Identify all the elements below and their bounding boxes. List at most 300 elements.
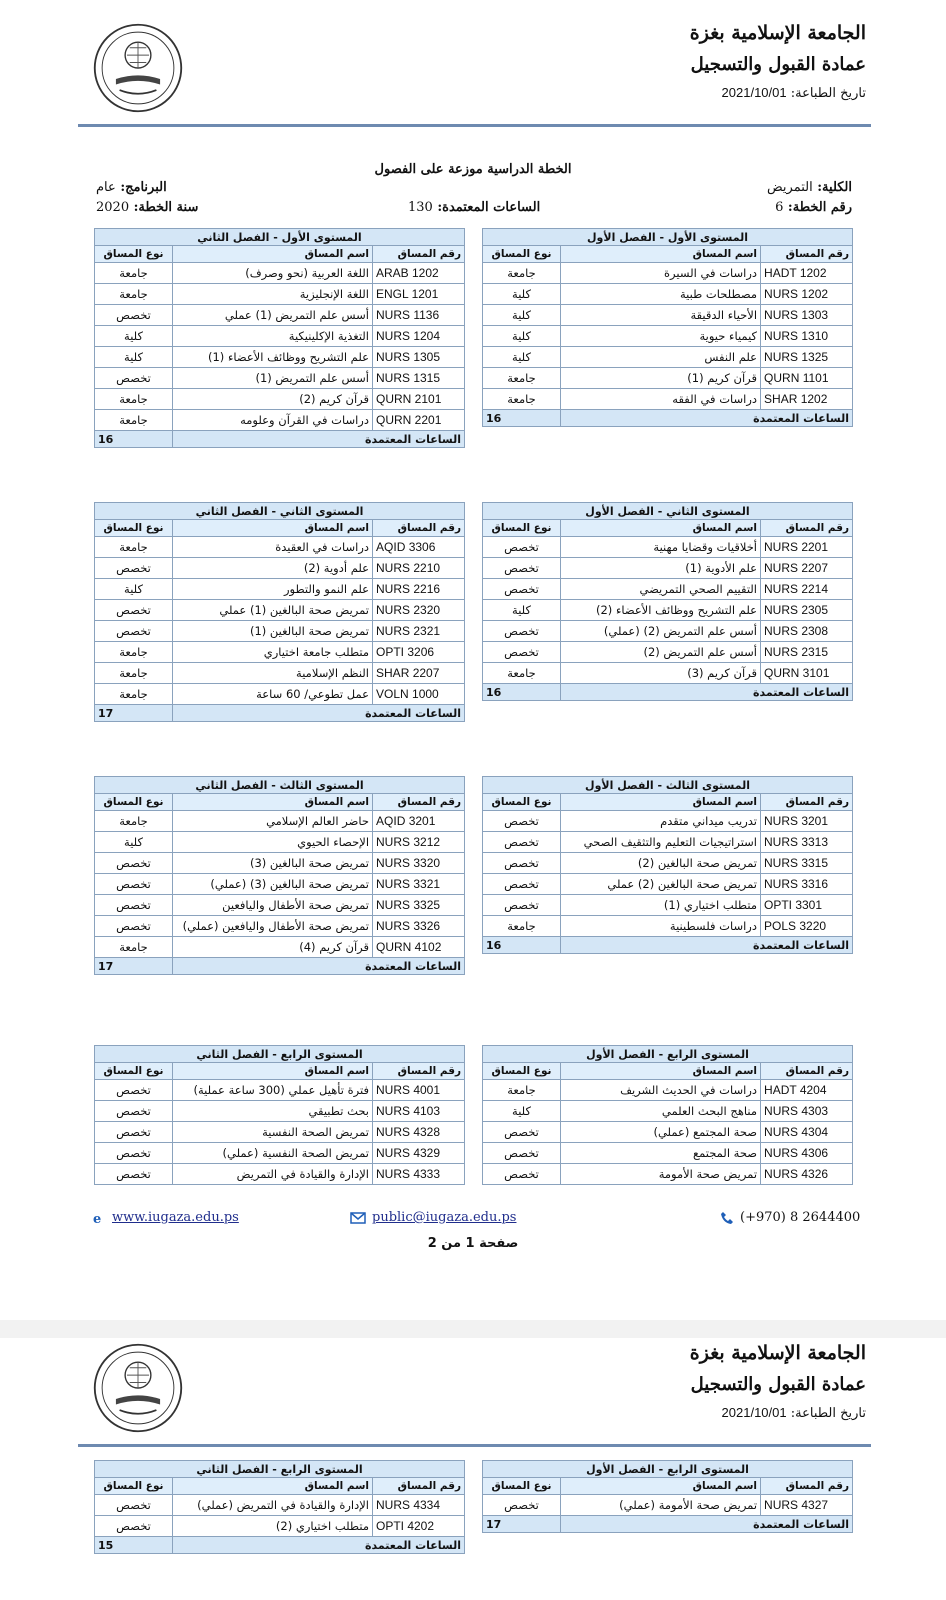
course-code: NURS 1305	[373, 347, 465, 368]
course-name: دراسات في السيرة	[561, 263, 761, 284]
plan-title: الخطة الدراسية موزعة على الفصول	[374, 162, 572, 177]
course-code: NURS 3212	[373, 832, 465, 853]
table-row	[483, 1495, 853, 1516]
course-name: اللغة الإنجليزية	[173, 284, 373, 305]
course-type: كلية	[483, 1101, 561, 1122]
course-code: ENGL 1201	[373, 284, 465, 305]
email[interactable]: public@iugaza.edu.ps	[344, 1210, 516, 1225]
course-code: QURN 2101	[373, 389, 465, 410]
university-logo-icon	[92, 22, 184, 114]
course-code: NURS 1202	[761, 284, 853, 305]
course-name: متطلب جامعة اختياري	[173, 642, 373, 663]
course-type: تخصص	[483, 558, 561, 579]
table-row	[483, 579, 853, 600]
course-type: تخصص	[483, 1143, 561, 1164]
course-name: أسس علم التمريض (2)	[561, 642, 761, 663]
semester-table	[94, 228, 465, 448]
column-header-code: رقم المساق	[373, 794, 465, 811]
course-type: تخصص	[483, 1122, 561, 1143]
course-name: الأحياء الدقيقة	[561, 305, 761, 326]
table-row	[95, 937, 465, 958]
course-type: جامعة	[95, 537, 173, 558]
column-header-code: رقم المساق	[761, 1478, 853, 1495]
table-row	[95, 642, 465, 663]
course-name: دراسات فلسطينية	[561, 916, 761, 937]
course-type: تخصص	[95, 305, 173, 326]
course-code: NURS 1310	[761, 326, 853, 347]
semester-table	[94, 502, 465, 722]
table-row	[95, 1495, 465, 1516]
print-date: تاريخ الطباعة: 2021/10/01	[721, 1405, 866, 1421]
table-row	[95, 811, 465, 832]
faculty: الكلية: التمريض	[766, 180, 852, 195]
course-type: جامعة	[95, 284, 173, 305]
course-name: تدريب ميداني متقدم	[561, 811, 761, 832]
course-type: جامعة	[95, 937, 173, 958]
course-code: OPTI 3206	[373, 642, 465, 663]
table-row	[95, 853, 465, 874]
course-code: QURN 3101	[761, 663, 853, 684]
course-type: تخصص	[95, 853, 173, 874]
semester-title: المستوى الأول - الفصل الثاني	[95, 229, 465, 246]
table-row	[95, 1143, 465, 1164]
total-row	[95, 958, 465, 975]
course-name: دراسات في الحديث الشريف	[561, 1080, 761, 1101]
course-type: كلية	[95, 579, 173, 600]
table-row	[95, 368, 465, 389]
table-row	[95, 326, 465, 347]
column-header-name: اسم المساق	[561, 1478, 761, 1495]
course-type: تخصص	[95, 1101, 173, 1122]
course-code: NURS 4304	[761, 1122, 853, 1143]
website[interactable]: e www.iugaza.edu.ps	[93, 1210, 239, 1225]
course-type: تخصص	[483, 832, 561, 853]
course-code: NURS 3201	[761, 811, 853, 832]
course-name: متطلب اختياري (1)	[561, 895, 761, 916]
plan-number: رقم الخطة: 6	[775, 200, 852, 215]
course-name: تمريض صحة البالغين (2)	[561, 853, 761, 874]
course-code: NURS 3325	[373, 895, 465, 916]
course-type: تخصص	[483, 537, 561, 558]
total-hours: 16	[483, 684, 561, 701]
semester-title: المستوى الرابع - الفصل الأول	[483, 1461, 853, 1478]
total-hours: 17	[95, 958, 173, 975]
semester-table	[482, 1045, 853, 1185]
phone-icon	[720, 1211, 734, 1225]
total-hours: 15	[95, 1537, 173, 1554]
course-type: جامعة	[483, 368, 561, 389]
page-number: صفحة 1 من 2	[427, 1236, 519, 1251]
document-page-2	[0, 1338, 946, 1600]
course-type: تخصص	[483, 621, 561, 642]
table-row	[483, 621, 853, 642]
semester-table	[94, 776, 465, 975]
table-row	[95, 832, 465, 853]
column-header-type: نوع المساق	[95, 1063, 173, 1080]
course-name: صحة المجتمع (عملي)	[561, 1122, 761, 1143]
course-type: كلية	[95, 832, 173, 853]
table-row	[483, 811, 853, 832]
semester-table	[94, 1045, 465, 1185]
course-type: جامعة	[483, 916, 561, 937]
course-code: AQID 3306	[373, 537, 465, 558]
course-code: NURS 2320	[373, 600, 465, 621]
table-row	[483, 853, 853, 874]
table-row	[95, 263, 465, 284]
course-code: HADT 4204	[761, 1080, 853, 1101]
print-date: تاريخ الطباعة: 2021/10/01	[721, 85, 866, 101]
course-name: بحث تطبيقي	[173, 1101, 373, 1122]
course-code: POLS 3220	[761, 916, 853, 937]
table-row	[483, 1080, 853, 1101]
column-header-code: رقم المساق	[761, 520, 853, 537]
total-label: الساعات المعتمدة	[173, 431, 465, 448]
table-row	[483, 305, 853, 326]
course-code: NURS 2305	[761, 600, 853, 621]
course-code: NURS 4306	[761, 1143, 853, 1164]
total-hours: 16	[483, 937, 561, 954]
course-name: علم الأدوية (1)	[561, 558, 761, 579]
course-code: NURS 4326	[761, 1164, 853, 1185]
semester-title: المستوى الرابع - الفصل الثاني	[95, 1461, 465, 1478]
table-row	[95, 305, 465, 326]
course-name: فترة تأهيل عملي (300 ساعة عملية)	[173, 1080, 373, 1101]
course-name: تمريض صحة الأطفال واليافعين	[173, 895, 373, 916]
course-type: تخصص	[483, 1495, 561, 1516]
course-code: NURS 4103	[373, 1101, 465, 1122]
course-code: NURS 4329	[373, 1143, 465, 1164]
column-header-type: نوع المساق	[483, 794, 561, 811]
deanship-name: عمادة القبول والتسجيل	[690, 1374, 866, 1395]
table-row	[483, 1164, 853, 1185]
total-label: الساعات المعتمدة	[173, 705, 465, 722]
course-name: قرآن كريم (2)	[173, 389, 373, 410]
course-type: جامعة	[95, 663, 173, 684]
table-row	[483, 284, 853, 305]
course-name: أسس علم التمريض (1)	[173, 368, 373, 389]
table-row	[483, 1143, 853, 1164]
course-type: كلية	[95, 326, 173, 347]
column-header-code: رقم المساق	[761, 1063, 853, 1080]
course-type: كلية	[483, 347, 561, 368]
table-row	[483, 832, 853, 853]
course-name: علم أدوية (2)	[173, 558, 373, 579]
course-code: VOLN 1000	[373, 684, 465, 705]
course-name: أخلاقيات وقضايا مهنية	[561, 537, 761, 558]
table-row	[95, 621, 465, 642]
total-label: الساعات المعتمدة	[173, 1537, 465, 1554]
column-header-name: اسم المساق	[561, 1063, 761, 1080]
total-label: الساعات المعتمدة	[173, 958, 465, 975]
table-row	[483, 368, 853, 389]
course-name: أسس علم التمريض (1) عملي	[173, 305, 373, 326]
course-type: جامعة	[95, 389, 173, 410]
table-row	[483, 642, 853, 663]
course-name: تمريض الصحة النفسية (عملي)	[173, 1143, 373, 1164]
total-hours: 17	[483, 1516, 561, 1533]
course-name: قرآن كريم (3)	[561, 663, 761, 684]
column-header-name: اسم المساق	[173, 246, 373, 263]
semester-table	[482, 1460, 853, 1533]
svg-text:e: e	[93, 1211, 102, 1225]
course-type: تخصص	[483, 1164, 561, 1185]
course-type: جامعة	[95, 642, 173, 663]
table-row	[95, 874, 465, 895]
course-name: دراسات في القرآن وعلومه	[173, 410, 373, 431]
semester-table	[482, 776, 853, 954]
table-row	[95, 1101, 465, 1122]
course-code: NURS 3320	[373, 853, 465, 874]
course-code: NURS 3321	[373, 874, 465, 895]
course-type: جامعة	[95, 410, 173, 431]
course-code: OPTI 3301	[761, 895, 853, 916]
course-name: علم النفس	[561, 347, 761, 368]
deanship-name: عمادة القبول والتسجيل	[690, 54, 866, 75]
course-name: حاضر العالم الإسلامي	[173, 811, 373, 832]
web-icon	[92, 1211, 106, 1225]
course-code: ARAB 1202	[373, 263, 465, 284]
course-code: NURS 4327	[761, 1495, 853, 1516]
table-row	[483, 326, 853, 347]
total-row	[483, 410, 853, 427]
course-type: تخصص	[95, 558, 173, 579]
course-type: جامعة	[95, 684, 173, 705]
course-code: NURS 1325	[761, 347, 853, 368]
column-header-code: رقم المساق	[373, 1478, 465, 1495]
semester-table	[482, 502, 853, 701]
course-code: QURN 2201	[373, 410, 465, 431]
course-name: تمريض صحة البالغين (3) (عملي)	[173, 874, 373, 895]
course-name: علم التشريح ووظائف الأعضاء (1)	[173, 347, 373, 368]
course-type: تخصص	[95, 621, 173, 642]
table-row	[95, 347, 465, 368]
table-row	[483, 558, 853, 579]
course-code: HADT 1202	[761, 263, 853, 284]
course-type: تخصص	[95, 1495, 173, 1516]
course-name: تمريض صحة البالغين (1)	[173, 621, 373, 642]
course-name: متطلب اختياري (2)	[173, 1516, 373, 1537]
course-type: تخصص	[95, 600, 173, 621]
table-row	[95, 284, 465, 305]
course-type: كلية	[95, 347, 173, 368]
course-name: علم النمو والتطور	[173, 579, 373, 600]
table-row	[95, 410, 465, 431]
phone: (+970) 8 2644400	[714, 1210, 860, 1225]
course-name: مناهج البحث العلمي	[561, 1101, 761, 1122]
course-type: تخصص	[483, 642, 561, 663]
semester-title: المستوى الثاني - الفصل الثاني	[95, 503, 465, 520]
table-row	[483, 874, 853, 895]
course-type: جامعة	[483, 1080, 561, 1101]
course-code: NURS 1204	[373, 326, 465, 347]
table-row	[483, 1122, 853, 1143]
course-code: NURS 4303	[761, 1101, 853, 1122]
course-type: تخصص	[483, 579, 561, 600]
table-row	[95, 916, 465, 937]
course-name: تمريض الصحة النفسية	[173, 1122, 373, 1143]
course-code: NURS 2315	[761, 642, 853, 663]
table-row	[95, 1164, 465, 1185]
course-code: NURS 1303	[761, 305, 853, 326]
table-row	[483, 895, 853, 916]
course-code: NURS 2308	[761, 621, 853, 642]
email-icon	[350, 1212, 366, 1224]
course-code: QURN 1101	[761, 368, 853, 389]
course-code: NURS 3326	[373, 916, 465, 937]
course-code: NURS 2214	[761, 579, 853, 600]
course-code: SHAR 2207	[373, 663, 465, 684]
table-row	[95, 1080, 465, 1101]
course-type: تخصص	[95, 1143, 173, 1164]
total-label: الساعات المعتمدة	[561, 410, 853, 427]
header-rule	[78, 1444, 871, 1447]
course-type: تخصص	[483, 853, 561, 874]
table-row	[95, 663, 465, 684]
course-name: استراتيجيات التعليم والتثقيف الصحي	[561, 832, 761, 853]
course-name: مصطلحات طبية	[561, 284, 761, 305]
plan-year: سنة الخطة: 2020	[96, 200, 199, 215]
total-hours: 17	[95, 705, 173, 722]
course-name: كيمياء حيوية	[561, 326, 761, 347]
column-header-type: نوع المساق	[483, 1478, 561, 1495]
semester-title: المستوى الأول - الفصل الأول	[483, 229, 853, 246]
course-name: تمريض صحة الأطفال واليافعين (عملي)	[173, 916, 373, 937]
course-code: QURN 4102	[373, 937, 465, 958]
table-row	[483, 537, 853, 558]
course-name: علم التشريح ووظائف الأعضاء (2)	[561, 600, 761, 621]
course-code: NURS 2207	[761, 558, 853, 579]
semester-title: المستوى الثاني - الفصل الأول	[483, 503, 853, 520]
header-rule	[78, 124, 871, 127]
total-row	[95, 1537, 465, 1554]
column-header-type: نوع المساق	[483, 246, 561, 263]
course-type: جامعة	[483, 663, 561, 684]
total-label: الساعات المعتمدة	[561, 1516, 853, 1533]
course-name: عمل تطوعي/ 60 ساعة	[173, 684, 373, 705]
total-row	[483, 1516, 853, 1533]
course-type: تخصص	[483, 895, 561, 916]
course-type: جامعة	[483, 263, 561, 284]
course-code: AQID 3201	[373, 811, 465, 832]
course-code: SHAR 1202	[761, 389, 853, 410]
table-row	[483, 263, 853, 284]
course-code: NURS 4334	[373, 1495, 465, 1516]
course-code: NURS 2321	[373, 621, 465, 642]
semester-title: المستوى الثالث - الفصل الأول	[483, 777, 853, 794]
university-name: الجامعة الإسلامية بغزة	[689, 22, 866, 44]
column-header-name: اسم المساق	[561, 794, 761, 811]
course-code: NURS 2201	[761, 537, 853, 558]
course-name: الإدارة والقيادة في التمريض (عملي)	[173, 1495, 373, 1516]
table-row	[95, 1122, 465, 1143]
column-header-name: اسم المساق	[561, 246, 761, 263]
course-type: تخصص	[95, 895, 173, 916]
total-row	[95, 705, 465, 722]
university-logo-icon	[92, 1342, 184, 1434]
column-header-code: رقم المساق	[761, 246, 853, 263]
course-code: NURS 1315	[373, 368, 465, 389]
total-label: الساعات المعتمدة	[561, 684, 853, 701]
table-row	[483, 389, 853, 410]
university-name: الجامعة الإسلامية بغزة	[689, 1342, 866, 1364]
semester-table	[482, 228, 853, 427]
total-label: الساعات المعتمدة	[561, 937, 853, 954]
course-name: قرآن كريم (4)	[173, 937, 373, 958]
column-header-code: رقم المساق	[373, 520, 465, 537]
course-type: تخصص	[95, 1080, 173, 1101]
table-row	[483, 347, 853, 368]
semester-title: المستوى الثالث - الفصل الثاني	[95, 777, 465, 794]
course-type: كلية	[483, 284, 561, 305]
document-header	[690, 1342, 866, 1421]
column-header-name: اسم المساق	[173, 1478, 373, 1495]
course-name: تمريض صحة البالغين (3)	[173, 853, 373, 874]
course-name: تمريض صحة الأمومة (عملي)	[561, 1495, 761, 1516]
course-type: كلية	[483, 305, 561, 326]
course-name: التقييم الصحي التمريضي	[561, 579, 761, 600]
semester-title: المستوى الرابع - الفصل الأول	[483, 1046, 853, 1063]
table-row	[95, 537, 465, 558]
course-type: جامعة	[95, 263, 173, 284]
course-code: NURS 3313	[761, 832, 853, 853]
course-code: OPTI 4202	[373, 1516, 465, 1537]
table-row	[95, 389, 465, 410]
course-name: تمريض صحة البالغين (2) عملي	[561, 874, 761, 895]
table-row	[95, 895, 465, 916]
course-name: الإدارة والقيادة في التمريض	[173, 1164, 373, 1185]
column-header-code: رقم المساق	[373, 246, 465, 263]
column-header-type: نوع المساق	[483, 1063, 561, 1080]
total-row	[95, 431, 465, 448]
course-code: NURS 4333	[373, 1164, 465, 1185]
column-header-type: نوع المساق	[483, 520, 561, 537]
column-header-type: نوع المساق	[95, 794, 173, 811]
course-name: أسس علم التمريض (2) (عملي)	[561, 621, 761, 642]
table-row	[95, 558, 465, 579]
table-row	[483, 916, 853, 937]
column-header-type: نوع المساق	[95, 1478, 173, 1495]
total-hours: 16	[95, 431, 173, 448]
document-header	[690, 22, 866, 101]
course-type: جامعة	[95, 811, 173, 832]
total-credit-hours: الساعات المعتمدة: 130	[408, 200, 541, 215]
column-header-code: رقم المساق	[761, 794, 853, 811]
total-hours: 16	[483, 410, 561, 427]
table-row	[483, 1101, 853, 1122]
course-type: تخصص	[95, 368, 173, 389]
course-type: تخصص	[483, 811, 561, 832]
program: البرنامج: عام	[96, 180, 167, 195]
semester-table	[94, 1460, 465, 1554]
table-row	[483, 600, 853, 621]
course-code: NURS 2210	[373, 558, 465, 579]
table-row	[95, 1516, 465, 1537]
total-row	[483, 937, 853, 954]
table-row	[483, 663, 853, 684]
course-type: تخصص	[95, 874, 173, 895]
course-name: الإحصاء الحيوي	[173, 832, 373, 853]
table-row	[95, 579, 465, 600]
course-name: النظم الإسلامية	[173, 663, 373, 684]
course-code: NURS 1136	[373, 305, 465, 326]
column-header-type: نوع المساق	[95, 246, 173, 263]
course-type: تخصص	[95, 916, 173, 937]
table-row	[95, 600, 465, 621]
column-header-name: اسم المساق	[173, 520, 373, 537]
course-code: NURS 2216	[373, 579, 465, 600]
course-name: قرآن كريم (1)	[561, 368, 761, 389]
table-row	[95, 684, 465, 705]
